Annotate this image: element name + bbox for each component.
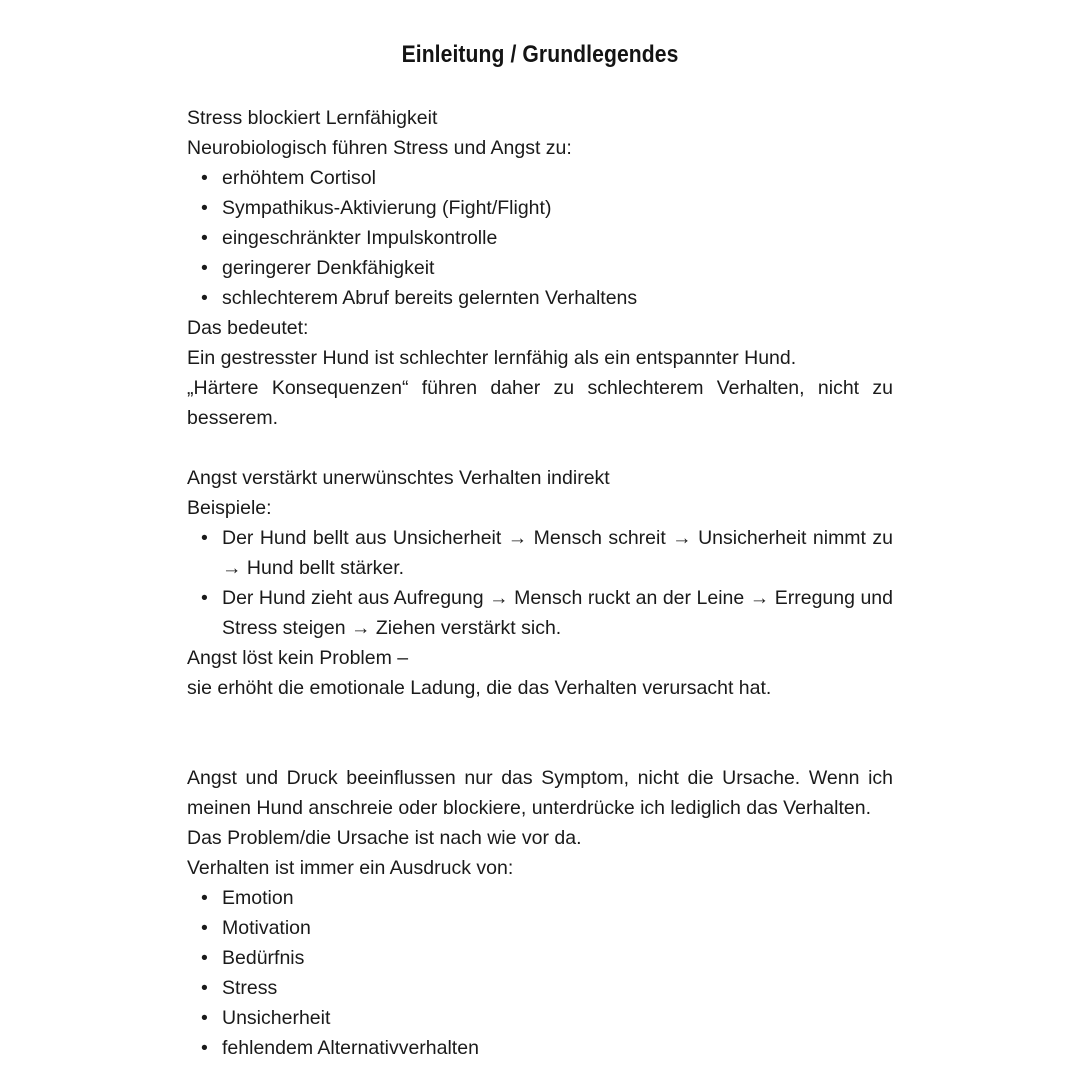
section3-bullet-list <box>187 883 893 1063</box>
document-body <box>187 103 893 1063</box>
section1-closing-line: Ein gestresster Hund ist schlechter lernfähig als ein entspannter Hund. <box>187 347 797 369</box>
section-spacer <box>187 433 893 463</box>
list-item-label: Unsicherheit <box>222 1007 331 1029</box>
section1-heading: Stress blockiert Lernfähigkeit <box>187 107 438 129</box>
section2-closing-line-1: Angst löst kein Problem – <box>187 647 409 669</box>
list-item <box>187 883 893 913</box>
list-item <box>187 943 893 973</box>
list-item-label: Bedürfnis <box>222 947 305 969</box>
list-item <box>187 193 893 223</box>
list-item-label: Der Hund zieht aus Aufregung → Mensch ruckt an der Leine → Erregung und Stress steigen → Ziehen verstärkt sich. <box>222 587 893 639</box>
list-item <box>187 1033 893 1063</box>
section1-lead: Neurobiologisch führen Stress und Angst zu: <box>187 137 572 159</box>
list-item-label: Emotion <box>222 887 294 909</box>
bullet-dot-icon: • <box>201 167 208 189</box>
section1-bullet-list <box>187 163 893 313</box>
list-item-label: geringerer Denkfähigkeit <box>222 257 435 279</box>
section-angst-verstaerkt <box>187 463 893 703</box>
section2-bullet-list <box>187 523 893 643</box>
list-item-label: schlechterem Abruf bereits gelernten Verhaltens <box>222 287 638 309</box>
section2-lead: Beispiele: <box>187 497 272 519</box>
section2-heading: Angst verstärkt unerwünschtes Verhalten indirekt <box>187 467 610 489</box>
bullet-dot-icon: • <box>201 1037 208 1059</box>
bullet-dot-icon: • <box>201 947 208 969</box>
section-spacer <box>187 703 893 763</box>
bullet-dot-icon: • <box>201 587 208 609</box>
list-item <box>187 583 893 643</box>
list-item-label: erhöhtem Cortisol <box>222 167 376 189</box>
bullet-dot-icon: • <box>201 197 208 219</box>
section1-closing-paragraph: „Härtere Konsequenzen“ führen daher zu schlechterem Verhalten, nicht zu besserem. <box>187 377 893 429</box>
bullet-dot-icon: • <box>201 287 208 309</box>
list-item <box>187 223 893 253</box>
section3-paragraph: Angst und Druck beeinflussen nur das Symptom, nicht die Ursache. Wenn ich meinen Hund anschreie oder blockiere, unterdrücke ich lediglich das Verhalten. <box>187 767 893 819</box>
section-stress-blockiert <box>187 103 893 433</box>
list-item-label: Sympathikus-Aktivierung (Fight/Flight) <box>222 197 552 219</box>
bullet-dot-icon: • <box>201 227 208 249</box>
bullet-dot-icon: • <box>201 917 208 939</box>
list-item-label: fehlendem Alternativverhalten <box>222 1037 479 1059</box>
page-title: Einleitung / Grundlegendes <box>401 41 679 69</box>
section3-lead: Verhalten ist immer ein Ausdruck von: <box>187 857 514 879</box>
list-item <box>187 913 893 943</box>
list-item <box>187 1003 893 1033</box>
bullet-dot-icon: • <box>201 1007 208 1029</box>
section-angst-und-druck <box>187 763 893 1063</box>
list-item <box>187 163 893 193</box>
list-item <box>187 523 893 583</box>
bullet-dot-icon: • <box>201 257 208 279</box>
list-item <box>187 253 893 283</box>
bullet-dot-icon: • <box>201 887 208 909</box>
section1-closing-label: Das bedeutet: <box>187 317 309 339</box>
section3-line-1: Das Problem/die Ursache ist nach wie vor da. <box>187 827 582 849</box>
list-item-label: Motivation <box>222 917 311 939</box>
list-item-label: eingeschränkter Impulskontrolle <box>222 227 498 249</box>
list-item-label: Der Hund bellt aus Unsicherheit → Mensch schreit → Unsicherheit nimmt zu → Hund bellt stärker. <box>222 527 893 579</box>
list-item-label: Stress <box>222 977 278 999</box>
list-item <box>187 973 893 1003</box>
list-item <box>187 283 893 313</box>
bullet-dot-icon: • <box>201 977 208 999</box>
bullet-dot-icon: • <box>201 527 208 549</box>
section2-closing-line-2: sie erhöht die emotionale Ladung, die das Verhalten verursacht hat. <box>187 677 772 699</box>
